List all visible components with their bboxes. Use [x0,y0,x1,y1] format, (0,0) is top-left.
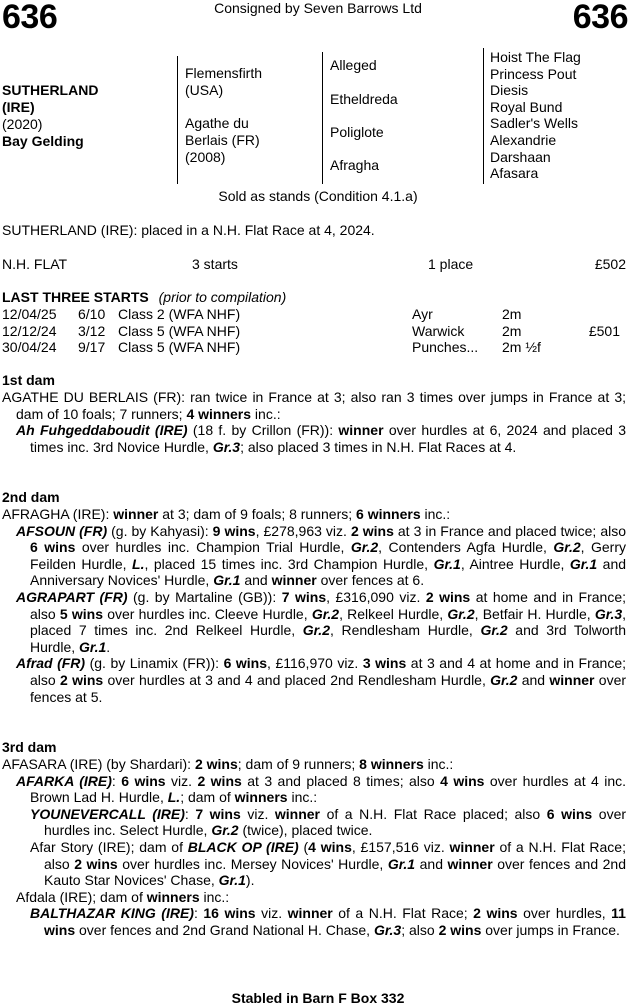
last-three-header [2,289,286,306]
ggp-2: Princess Pout [490,65,577,82]
third-dam-heading: 3rd dam [2,739,57,755]
horse-identity [2,82,98,150]
start-course: Warwick [412,322,465,339]
dam-year: (2008) [185,149,226,165]
start-prize: £501 [588,322,620,339]
record-earnings: £502 [594,256,626,272]
start-race: Class 2 (WFA NHF) [118,306,241,322]
second-dam-section [2,506,626,705]
second-dam-heading: 2nd dam [2,489,60,505]
ggp-6: Alexandrie [490,131,557,148]
start-prize [582,339,628,356]
pedigree-divider-3 [483,48,484,184]
start-course: Punches... [412,339,479,356]
race-summary: SUTHERLAND (IRE): placed in a N.H. Flat Race at 4, 2024. [2,222,375,238]
ggp-8: Afasara [490,165,539,182]
lot-number-left: 636 [2,0,58,36]
start-position: 3/12 [78,322,106,339]
start-distance: 2m [502,322,522,339]
last-three-title: LAST THREE STARTS [2,289,149,305]
lot-number-right: 636 [572,0,628,36]
start-course: Ayr [412,306,433,322]
ggp-7: Darshaan [490,148,551,165]
pedigree-sire [185,65,262,99]
last-three-table [2,306,628,356]
ggp-1: Hoist The Flag [490,49,581,65]
start-date: 12/12/24 [2,322,57,339]
start-distance: 2m ½f [502,339,541,356]
ggp-4: Royal Bund [490,98,563,115]
horse-country: (IRE) [2,99,35,115]
third-dam-progeny: AFARKA (IRE): 6 wins viz. 2 wins at 3 and placed 8 times; also 4 wins over hurdles at 4 inc. Brown Lad H. Hurdle, L.; dam of winners inc.: YOUNEVERCALL (IRE): 7 wins viz. winner of a N.H. Flat Race placed; also 6 wins over hurdles inc. Select Hurdle, Gr.2 (twice), placed twice. Afar Story (IRE); dam of BLACK OP (IRE) (4 wins, £157,516 viz. winner of a N.H. Flat Race; also 2 wins over hurdles inc. Mersey Novices' Hurdle, Gr.1 and winner over fences and 2nd Kauto Star Novices' Chase, Gr.1). Afdala (IRE); dam of winners inc.: BALTHAZAR KING (IRE): 16 wins viz. winner of a N.H. Flat Race; 2 wins over hurdles, 11 wins over fences and 2nd Grand National H. Chase, Gr.3; also 2 wins over jumps in France. [16,772,627,938]
second-dam-paragraph: AFRAGHA (IRE): winner at 3; dam of 9 foals; 8 runners; 6 winners inc.: [2,506,451,522]
sire-country: (USA) [185,82,224,98]
first-dam-paragraph: AGATHE DU BERLAIS (FR): ran twice in France at 3; also ran 3 times over jumps in France at 3; dam of 10 foals; 7 runners; 4 winners inc.: [2,389,626,422]
sale-condition: Sold as stands (Condition 4.1.a) [218,188,418,204]
great-grandparents [490,49,581,182]
grandsire-maternal: Poliglote [330,124,384,140]
dam-name-line2: Berlais (FR) [185,132,260,148]
record-starts: 3 starts [192,256,238,272]
granddam-paternal: Etheldreda [330,91,398,107]
first-dam-heading: 1st dam [2,372,55,388]
pedigree-dam [185,115,260,166]
start-race: Class 5 (WFA NHF) [118,339,241,356]
dam-name-line1: Agathe du [185,115,249,131]
record-type: N.H. FLAT [2,256,68,272]
pedigree-divider-2 [322,52,323,184]
start-position: 9/17 [78,339,106,356]
start-date: 30/04/24 [2,339,57,356]
start-date: 12/04/25 [2,306,57,322]
start-row [2,339,628,356]
start-prize [582,306,628,323]
third-dam-paragraph: AFASARA (IRE) (by Shardari): 2 wins; dam of 9 runners; 8 winners inc.: [2,756,454,772]
last-three-note: (prior to compilation) [158,289,287,305]
granddam-maternal: Afragha [330,157,380,173]
ggp-3: Diesis [490,82,529,99]
start-row [2,323,628,340]
start-race: Class 5 (WFA NHF) [118,322,241,339]
consignor: Consigned by Seven Barrows Ltd [214,0,422,16]
second-dam-progeny: AFSOUN (FR) (g. by Kahyasi): 9 wins, £278,963 viz. 2 wins at 3 in France and placed twice; also 6 wins over hurdles inc. Champion Trial Hurdle, Gr.2, Contenders Agfa Hurdle, Gr.2, Gerry Feilden Hurdle, L., placed 15 times inc. 3rd Champion Hurdle, Gr.1, Aintree Hurdle, Gr.1 and Anniversary Novices' Hurdle, Gr.1 and winner over fences at 6. AGRAPART (FR) (g. by Martaline (GB)): 7 wins, £316,090 viz. 2 wins at home and in France; also 5 wins over hurdles inc. Cleeve Hurdle, Gr.2, Relkeel Hurdle, Gr.2, Betfair H. Hurdle, Gr.3, placed 7 times inc. 2nd Relkeel Hurdle, Gr.2, Rendlesham Hurdle, Gr.2 and 3rd Tolworth Hurdle, Gr.1. Afrad (FR) (g. by Linamix (FR)): 6 wins, £116,970 viz. 3 wins at 3 and 4 at home and in France; also 2 wins over hurdles at 3 and 4 and placed 2nd Rendlesham Hurdle, Gr.2 and winner over fences at 5. [16,522,627,705]
third-dam-section [2,756,626,939]
first-dam-section [2,389,626,455]
ggp-5: Sadler's Wells [490,115,578,132]
start-distance: 2m [502,306,522,322]
record-places: 1 place [428,256,474,272]
pedigree-divider-1 [177,56,178,184]
grandsire-paternal: Alleged [330,57,377,73]
horse-name: SUTHERLAND [2,82,99,98]
stable-location: Stabled in Barn F Box 332 [231,990,405,1006]
horse-sex: Bay Gelding [2,133,84,149]
sire-name: Flemensfirth [185,65,263,81]
first-dam-progeny: Ah Fuhgeddaboudit (IRE) (18 f. by Crillon (FR)): winner over hurdles at 6, 2024 and placed 3 times inc. 3rd Novice Hurdle, Gr.3; also placed 3 times in N.H. Flat Races at 4. [16,422,626,455]
start-row [2,306,628,323]
horse-year: (2020) [2,116,43,132]
start-position: 6/10 [78,306,106,322]
